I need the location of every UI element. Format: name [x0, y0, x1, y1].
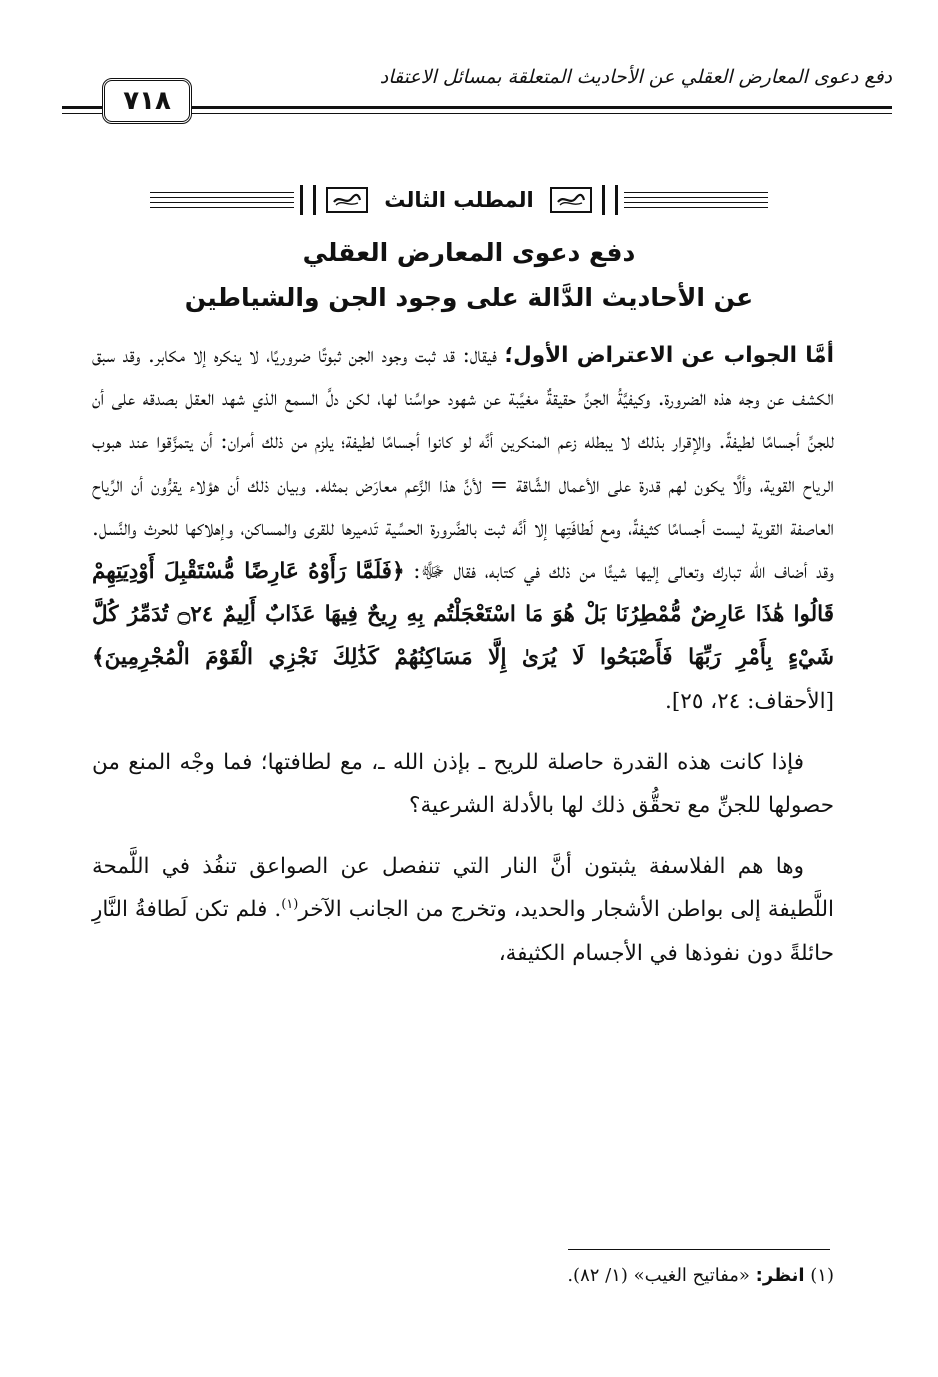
banner-bars-left [300, 185, 316, 215]
book-title: دفع دعوى المعارض العقلي عن الأحاديث المتعلقة بمسائل الاعتقاد [372, 66, 892, 88]
section-label: المطلب الثالث [384, 188, 534, 212]
paragraph-text: فإذا كانت هذه القدرة حاصلة للريح ـ بإذن الله ـ، مع لطافتها؛ فما وجْه المنع من حصولها للجنِّ مع تحقُّق ذلك لها بالأدلة الشرعية؟ [92, 749, 834, 819]
paragraph-2 [92, 741, 834, 827]
footnote-text: «مفاتيح الغيب» (١/ ٨٢). [567, 1265, 756, 1286]
quran-verse: ﴿فَلَمَّا رَأَوْهُ عَارِضًا مُّسْتَقْبِلَ أَوْدِيَتِهِمْ قَالُوا هَٰذَا عَارِضٌ مُّمْطِرُنَا بَلْ هُوَ مَا اسْتَعْجَلْتُم بِهِ رِيحٌ فِيهَا عَذَابٌ أَلِيمٌ ۝٢٤ تُدَمِّرُ كُلَّ شَيْءٍ بِأَمْرِ رَبِّهَا فَأَصْبَحُوا لَا يُرَىٰ إِلَّا مَسَاكِنُهُمْ كَذَٰلِكَ نَجْزِي الْقَوْمَ الْمُجْرِمِينَ﴾ [92, 559, 834, 671]
ornament-icon [550, 187, 592, 213]
banner-lines-left [150, 192, 294, 208]
verse-reference: [الأحقاف: ٢٤، ٢٥]. [665, 688, 834, 714]
paragraph-text: فيقال: قد ثبت وجود الجن ثبوتًا ضروريًا، لا ينكره إلا مكابر. وقد سبق الكشف عن وجه هذه الضرورة. وكيفيَّةُ الجنِّ حقيقةٌ مغيَّبة عن شهود حواسِّنا لها، لكن دلَّ السمع الذي شهد العقل بصدقه على أن للجنِّ أجسامًا لطيفةً. والإقرار بذلك لا يبطله زعم المنكرين أنَّه لو كانوا أجسامًا لطيفة؛ يلزم من ذلك أمران: أن يتمزَّقوا عند هبوب الرياح القوية، وألَّا يكون لهم قدرة على الأعمال الشَّاقة = لأنَّ هذا الزَّعم معارَض بمثله. وبيان ذلك أن هؤلاء يقرُّون أن الرِّياح العاصفة القوية ليست أجسامًا كثيفةً، ومع لَطافَتِها إلا أنَّه ثبت بالضَّرورة الحسِّية تَدميرها للقرى والمساكن، وإهلاكها للحرث والنَّسل. وقد أضاف الله تبارك وتعالى إليها شيئًا من ذلك في كتابه، فقال ﷻ: [92, 343, 834, 585]
banner-bars-right [602, 185, 618, 215]
footnote-rule [568, 1249, 830, 1250]
heading-line-2: عن الأحاديث الدَّالة على وجود الجن والشياطين [184, 283, 754, 312]
page-number: ٧١٨ [102, 78, 192, 124]
paragraph-1 [92, 334, 834, 723]
paragraph-text: . فلم تكن لَطافةُ النَّارِ حائلةً دون نفوذها في الأجسام الكثيفة، [92, 897, 834, 966]
footnote [92, 1265, 834, 1286]
footnote-label: انظر: [755, 1265, 805, 1286]
ornament-icon [326, 187, 368, 213]
footnote-ref[interactable]: (١) [281, 897, 299, 913]
footnote-number: (١) [810, 1265, 834, 1286]
paragraph-lead-in: أمَّا الجواب عن الاعتراض الأول؛ [504, 343, 834, 368]
banner-lines-right [624, 192, 768, 208]
paragraph-3 [92, 845, 834, 975]
section-banner [150, 180, 768, 220]
body-text [92, 334, 834, 975]
paragraph-text: وها هم الفلاسفة يثبتون أنَّ النار التي تنفصل عن الصواعق تنفُذ في اللَّمحة اللَّطيفة إلى بواطن الأشجار والحديد، وتخرج من الجانب الآخر [92, 854, 834, 923]
running-header [62, 64, 892, 132]
heading-line-1: دفع دعوى المعارض العقلي [302, 238, 636, 267]
